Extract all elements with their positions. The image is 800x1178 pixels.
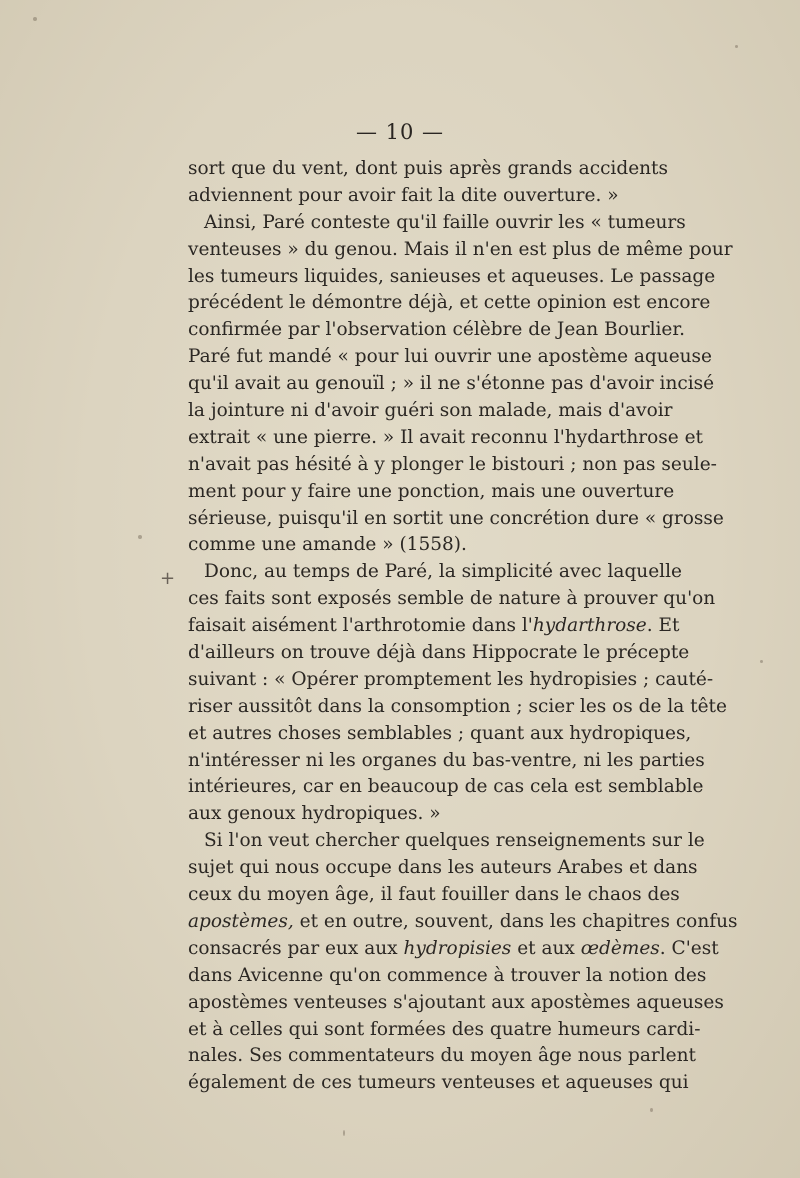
text-line: n'avait pas hésité à y plonger le bistouri ; non pas seule- xyxy=(188,453,717,475)
text-line: dans Avicenne qu'on commence à trouver la notion des xyxy=(188,964,707,986)
text-line: n'intéresser ni les organes du bas-ventre, ni les parties xyxy=(188,749,705,771)
text-line: sérieuse, puisqu'il en sortit une concrétion dure « grosse xyxy=(188,507,724,529)
paragraph xyxy=(188,559,727,828)
text-line: et à celles qui sont formées des quatre humeurs cardi- xyxy=(188,1018,701,1040)
text-line: ment pour y faire une ponction, mais une ouverture xyxy=(188,480,675,502)
text-line: ceux du moyen âge, il faut fouiller dans le chaos des xyxy=(188,884,680,906)
paper-speck xyxy=(33,17,37,21)
text-line: également de ces tumeurs venteuses et aqueuses qui xyxy=(188,1072,689,1094)
text-line: précédent le démontre déjà, et cette opinion est encore xyxy=(188,292,711,314)
paper-speck xyxy=(650,1108,653,1112)
text-line: apostèmes, et en outre, souvent, dans les chapitres confus xyxy=(188,910,738,932)
text-line: suivant : « Opérer promptement les hydropisies ; cauté- xyxy=(188,668,714,690)
text-line: aux genoux hydropiques. » xyxy=(188,803,441,825)
text-line: sort que du vent, dont puis après grands accidents xyxy=(188,158,668,179)
italic-term: hydarthrose xyxy=(532,615,647,637)
text-line: les tumeurs liquides, sanieuses et aqueuses. Le passage xyxy=(188,265,716,287)
paragraph-continuation xyxy=(188,156,668,210)
text-line: apostèmes venteuses s'ajoutant aux apostèmes aqueuses xyxy=(188,991,724,1013)
body-text xyxy=(188,156,738,1097)
text-line: ces faits sont exposés semble de nature à prouver qu'on xyxy=(188,588,716,610)
text-line: nales. Ses commentateurs du moyen âge nous parlent xyxy=(188,1045,696,1067)
text-line: venteuses » du genou. Mais il n'en est plus de même pour xyxy=(188,238,733,260)
text-line: extrait « une pierre. » Il avait reconnu l'hydarthrose et xyxy=(188,426,703,448)
text-line: et autres choses semblables ; quant aux hydropiques, xyxy=(188,722,692,744)
text-line: comme une amande » (1558). xyxy=(188,534,467,556)
text-line: qu'il avait au genouïl ; » il ne s'étonne pas d'avoir incisé xyxy=(188,373,715,395)
text-line: Paré fut mandé « pour lui ouvrir une apostème aqueuse xyxy=(188,346,712,368)
italic-term: apostèmes, xyxy=(188,910,294,932)
text-line: la jointure ni d'avoir guéri son malade, mais d'avoir xyxy=(188,400,673,422)
text-line: Ainsi, Paré conteste qu'il faille ouvrir les « tumeurs xyxy=(204,211,686,233)
text-line: riser aussitôt dans la consomption ; scier les os de la tête xyxy=(188,695,727,717)
paper-speck xyxy=(760,660,763,663)
italic-term: hydropisies xyxy=(403,937,512,959)
page-number: — 10 — xyxy=(355,120,445,144)
text-line: intérieures, car en beaucoup de cas cela est semblable xyxy=(188,776,704,798)
paper-speck xyxy=(138,535,142,539)
margin-annotation-mark: + xyxy=(160,568,176,589)
text-line: d'ailleurs on trouve déjà dans Hippocrate le précepte xyxy=(188,642,690,664)
text-line: adviennent pour avoir fait la dite ouverture. » xyxy=(188,184,619,206)
text-line: consacrés par eux aux hydropisies et aux œdèmes. C'est xyxy=(188,937,719,959)
paper-speck xyxy=(735,45,738,48)
text-line: Donc, au temps de Paré, la simplicité avec laquelle xyxy=(204,561,682,583)
paper-speck xyxy=(343,1130,345,1136)
text-line: sujet qui nous occupe dans les auteurs Arabes et dans xyxy=(188,857,698,879)
paragraph xyxy=(188,210,733,560)
paragraph xyxy=(188,828,738,1097)
text-line: Si l'on veut chercher quelques renseignements sur le xyxy=(204,830,705,852)
text-line: faisait aisément l'arthrotomie dans l'hydarthrose. Et xyxy=(188,615,680,637)
italic-term: œdèmes xyxy=(580,937,660,959)
text-line: confirmée par l'observation célèbre de Jean Bourlier. xyxy=(188,319,686,341)
